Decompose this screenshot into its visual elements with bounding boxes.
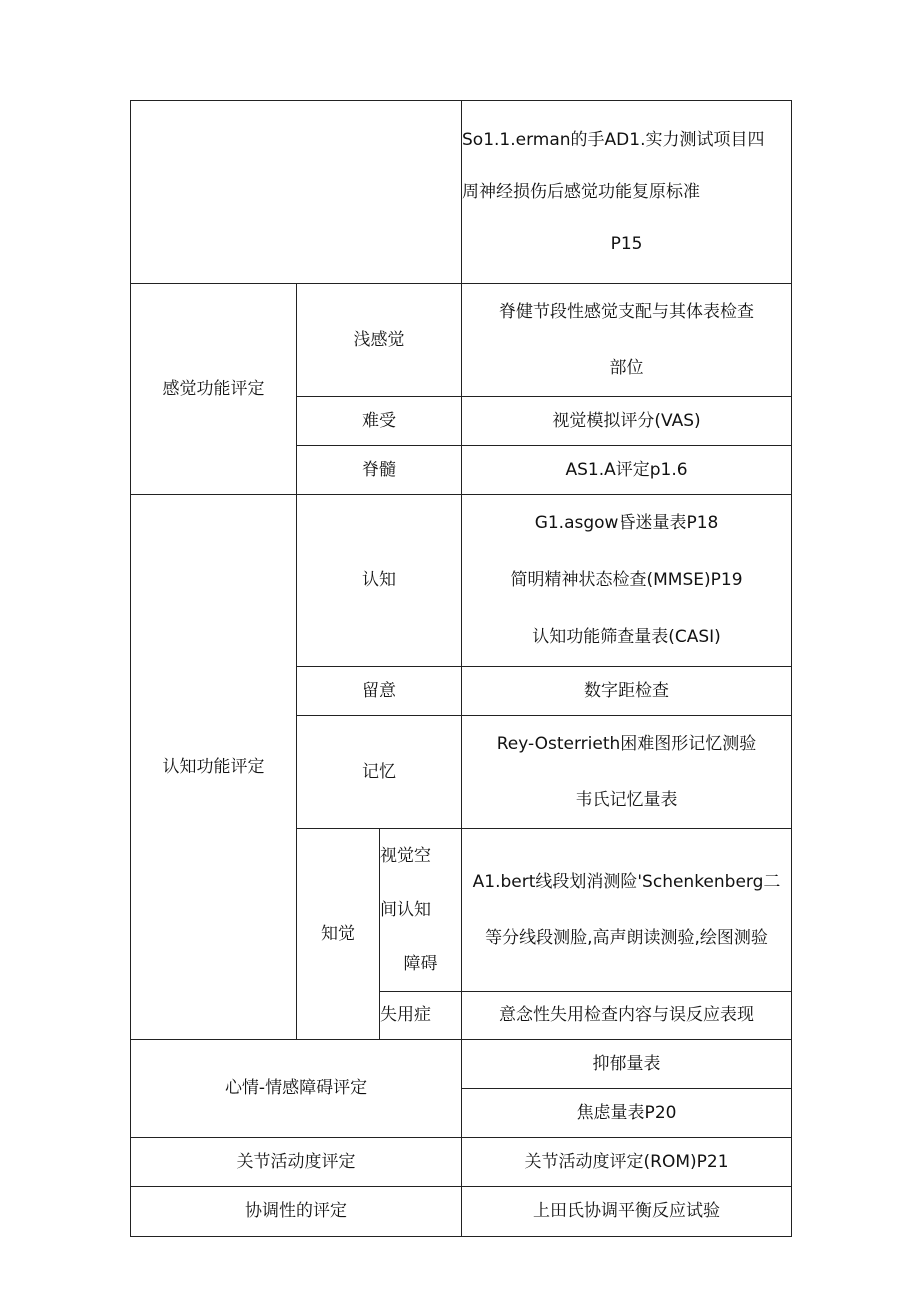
spatial-label-line-2: 间认知 xyxy=(380,900,431,920)
cognition-row xyxy=(131,495,792,667)
coordination-category-cell: 协调性的评定 xyxy=(131,1187,462,1237)
rom-category-cell: 关节活动度评定 xyxy=(131,1138,462,1187)
rom-method: 关节活动度评定(ROM)P21 xyxy=(462,1138,792,1187)
spatial-method-1: A1.bert线段划消测险'Schenkenberg二 xyxy=(472,872,781,892)
attention-label: 留意 xyxy=(297,667,462,716)
cognition-methods xyxy=(462,495,792,667)
spinal-method: AS1.A评定p1.6 xyxy=(462,446,792,495)
shallow-sensation-label: 浅感觉 xyxy=(297,284,462,397)
cognition-method-2: 简明精神状态检查(MMSE)P19 xyxy=(510,570,743,590)
perception-label: 知觉 xyxy=(297,829,380,1040)
pain-method: 视觉模拟评分(VAS) xyxy=(462,397,792,446)
rom-row xyxy=(131,1138,792,1187)
coordination-row xyxy=(131,1187,792,1237)
spatial-neglect-methods xyxy=(462,829,792,992)
header-reference-cell xyxy=(462,101,792,284)
memory-methods xyxy=(462,716,792,829)
attention-method: 数字距检查 xyxy=(462,667,792,716)
spinal-label: 脊髓 xyxy=(297,446,462,495)
shallow-method-line-2: 部位 xyxy=(609,358,644,378)
header-line-2: 周神经损伤后感觉功能复原标准 xyxy=(462,182,701,202)
spatial-label-line-3: 障碍 xyxy=(403,954,438,974)
mood-category-cell: 心情-情感障碍评定 xyxy=(131,1040,462,1138)
memory-method-2: 韦氏记忆量表 xyxy=(575,790,678,810)
memory-label: 记忆 xyxy=(297,716,462,829)
spatial-neglect-label xyxy=(380,829,462,992)
cognition-method-3: 认知功能筛查量表(CASI) xyxy=(532,627,721,647)
memory-method-1: Rey-Osterrieth困难图形记忆测验 xyxy=(496,734,757,754)
shallow-method-line-1: 脊健节段性感觉支配与其体表检查 xyxy=(499,302,755,322)
header-line-1: So1.1.erman的手AD1.实力测试项目四 xyxy=(462,130,765,150)
header-empty-cell xyxy=(131,101,462,284)
spatial-method-2: 等分线段测脸,高声朗读测验,绘图测验 xyxy=(485,928,768,948)
cognitive-category-cell: 认知功能评定 xyxy=(131,495,297,1040)
anxiety-scale: 焦虑量表P20 xyxy=(462,1089,792,1138)
cognition-method-1: G1.asgow昏迷量表P18 xyxy=(534,513,719,533)
pain-label: 难受 xyxy=(297,397,462,446)
spatial-label-line-1: 视觉空 xyxy=(380,846,431,866)
header-row xyxy=(131,101,792,284)
shallow-sensation-method xyxy=(462,284,792,397)
cognition-label: 认知 xyxy=(297,495,462,667)
sensory-category-cell: 感觉功能评定 xyxy=(131,284,297,495)
assessment-table xyxy=(130,100,792,1237)
header-page-ref: P15 xyxy=(610,234,643,254)
coordination-method: 上田氏协调平衡反应试验 xyxy=(462,1187,792,1237)
mood-depression-row xyxy=(131,1040,792,1089)
depression-scale: 抑郁量表 xyxy=(462,1040,792,1089)
sensory-shallow-row xyxy=(131,284,792,397)
apraxia-label: 失用症 xyxy=(380,992,462,1040)
apraxia-method: 意念性失用检查内容与误反应表现 xyxy=(462,992,792,1040)
